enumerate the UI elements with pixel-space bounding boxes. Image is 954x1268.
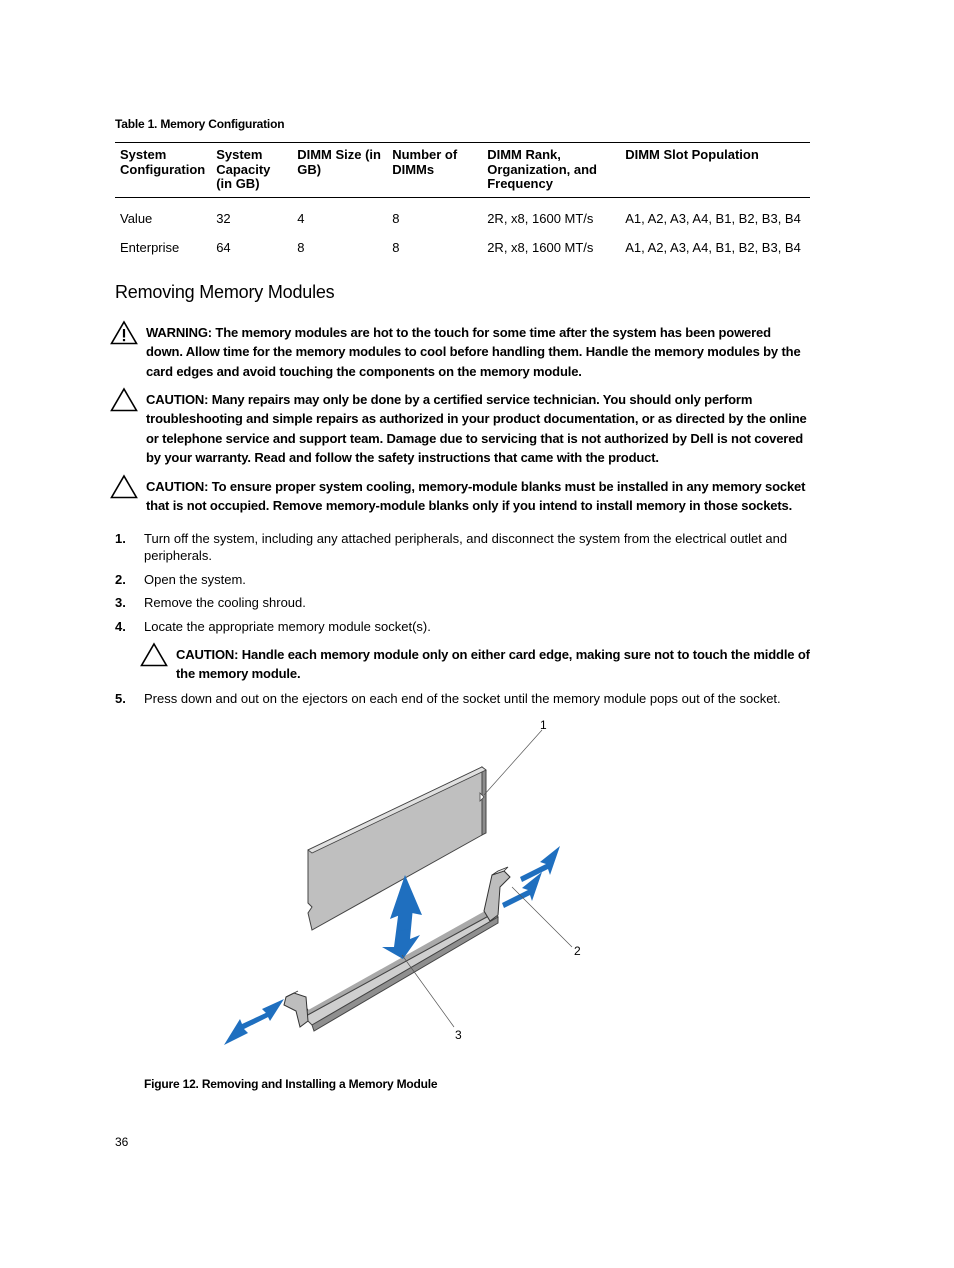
callout-2: 2 bbox=[574, 944, 581, 958]
header-dimm-slot-population: DIMM Slot Population bbox=[620, 143, 810, 198]
caution-icon bbox=[110, 387, 138, 413]
table-cell: A1, A2, A3, A4, B1, B2, B3, B4 bbox=[625, 239, 801, 255]
step-text: Turn off the system, including any attached peripherals, and disconnect the system from the electrical outlet and peripherals. bbox=[144, 531, 788, 563]
header-system-configuration: System Configuration bbox=[115, 143, 211, 198]
table-row bbox=[115, 197, 810, 233]
table-cell: 8 bbox=[392, 239, 400, 255]
list-item bbox=[115, 618, 810, 636]
table-cell: 2R, x8, 1600 MT/s bbox=[487, 210, 594, 226]
left-ejector-arrow bbox=[224, 999, 284, 1045]
caution-icon bbox=[110, 474, 138, 500]
table-cell: 32 bbox=[216, 210, 231, 226]
notice-text: CAUTION: Many repairs may only be done by a certified service technician. You should only perform troubleshooting and simple repairs as authorized in your product documentation, or as directed by the online or telephone service and support team. Damage due to servicing that is not authorized by Dell is not covered by your warranty. Read and follow the safety instructions that came with the product. bbox=[146, 392, 807, 465]
step-text: Press down and out on the ejectors on each end of the socket until the memory module pops out of the socket. bbox=[144, 691, 781, 706]
notice-text: CAUTION: To ensure proper system cooling, memory-module blanks must be installed in any memory socket that is not occupied. Remove memory-module blanks only if you intend to install memory in those sockets. bbox=[146, 479, 806, 514]
header-system-capacity: System Capacity (in GB) bbox=[211, 143, 292, 198]
table-cell: 8 bbox=[392, 210, 400, 226]
callout-leaders bbox=[402, 730, 572, 1027]
table-cell: Enterprise bbox=[120, 239, 180, 255]
caution-icon bbox=[140, 642, 168, 668]
step-number: 2. bbox=[115, 572, 126, 587]
header-number-of-dimms: Number of DIMMs bbox=[387, 143, 482, 198]
caution-notice bbox=[110, 477, 810, 517]
table-header-row bbox=[115, 143, 810, 198]
warning-notice bbox=[110, 323, 810, 383]
step-number: 3. bbox=[115, 595, 126, 610]
memory-module-illustration bbox=[222, 715, 592, 1050]
table-row bbox=[115, 233, 810, 262]
section-title: Removing Memory Modules bbox=[115, 282, 335, 302]
step-text: Locate the appropriate memory module socket(s). bbox=[144, 619, 431, 634]
table-cell: 8 bbox=[297, 239, 305, 255]
notice-text: CAUTION: Handle each memory module only on either card edge, making sure not to touch the middle of the memory module. bbox=[176, 647, 810, 682]
table-caption: Table 1. Memory Configuration bbox=[115, 117, 285, 131]
page-number: 36 bbox=[115, 1135, 129, 1149]
step-number: 5. bbox=[115, 691, 126, 706]
warning-icon bbox=[110, 320, 138, 346]
callout-1: 1 bbox=[540, 718, 547, 732]
caution-notice bbox=[110, 390, 810, 470]
list-item bbox=[115, 690, 810, 708]
header-dimm-rank: DIMM Rank, Organization, and Frequency bbox=[482, 143, 620, 198]
list-item bbox=[115, 571, 810, 589]
callout-3: 3 bbox=[455, 1028, 462, 1042]
memory-module-figure bbox=[222, 715, 592, 1050]
step-caution-notice bbox=[140, 645, 810, 685]
header-dimm-size: DIMM Size (in GB) bbox=[292, 143, 387, 198]
list-item bbox=[115, 594, 810, 612]
list-item bbox=[115, 530, 810, 566]
step-number: 1. bbox=[115, 531, 126, 546]
table-cell: Value bbox=[120, 210, 153, 226]
table-cell: 2R, x8, 1600 MT/s bbox=[487, 239, 594, 255]
figure-caption: Figure 12. Removing and Installing a Memory Module bbox=[144, 1077, 438, 1091]
step-text: Open the system. bbox=[144, 572, 246, 587]
step-number: 4. bbox=[115, 619, 126, 634]
table-cell: 64 bbox=[216, 239, 231, 255]
table-cell: A1, A2, A3, A4, B1, B2, B3, B4 bbox=[625, 210, 801, 226]
memory-configuration-table bbox=[115, 142, 810, 262]
notice-text: WARNING: The memory modules are hot to the touch for some time after the system has been powered down. Allow time for the memory modules to cool before handling them. Handle the memory modules by the card edges and avoid touching the components on the memory module. bbox=[146, 325, 801, 379]
step-text: Remove the cooling shroud. bbox=[144, 595, 306, 610]
table-cell: 4 bbox=[297, 210, 305, 226]
